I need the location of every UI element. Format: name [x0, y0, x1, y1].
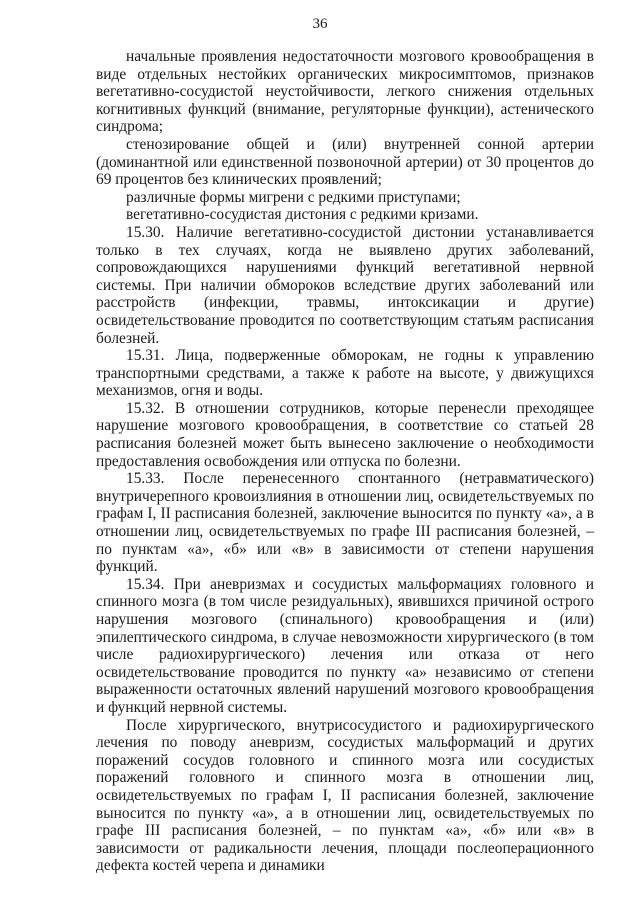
paragraph-stenosis: стенозирование общей и (или) внутренней сонной артерии (доминантной или единственной позвоночной артерии) от 30 процентов до 69 процентов без клинических проявлений; [96, 135, 594, 189]
paragraph-15-33: 15.33. После перенесенного спонтанного (нетравматического) внутричерепного кровоизлияния в отношении лиц, освидетельствуемых по графам I, II расписания болезней, заключение выносится по пункту «а», а в отношении лиц, освидетельствуемых по графе III расписания болезней, – по пунктам «а», «б» или «в» в зависимости от степени нарушения функций. [96, 470, 594, 576]
paragraph-migraine: различные формы мигрени с редкими приступами; [126, 188, 461, 206]
paragraph-dystonia: вегетативно-сосудистая дистония с редкими кризами. [126, 206, 479, 224]
paragraph-after-surgery: После хирургического, внутрисосудистого и радиохирургического лечения по поводу аневризм, сосудистых мальформаций и других поражений сосудов головного и спинного мозга или сосудистых поражений головного и спинного мозга в отношении лиц, освидетельствуемых по графам I, II расписания болезней, заключение выносится по пункту «а», а в отношении лиц, освидетельствуемых по графе III расписания болезней, – по пунктам «а», «б» или «в» в зависимости от радикальности лечения, площади послеоперационного дефекта костей черепа и динамики [96, 716, 594, 875]
paragraph-15-30: 15.30. Наличие вегетативно-сосудистой дистонии устанавливается только в тех случаях, когда не выявлено других заболеваний, сопровождающихся нарушениями функций вегетативной нервной системы. При наличии обмороков вследствие других заболеваний или расстройств (инфекции, травмы, интоксикации и другие) освидетельствование проводится по соответствующим статьям расписания болезней. [96, 223, 594, 347]
paragraph-initial-manifestations: начальные проявления недостаточности мозгового кровообращения в виде отдельных нестойких органических микросимптомов, признаков вегетативно-сосудистой неустойчивости, легкого снижения отдельных когнитивных функций (внимание, регуляторные функции), астенического синдрома; [96, 48, 594, 136]
paragraph-15-31: 15.31. Лица, подверженные обморокам, не годны к управлению транспортными средствами, а также к работе на высоте, у движущихся механизмов, огня и воды. [96, 347, 594, 400]
document-body [96, 48, 594, 875]
paragraph-15-34: 15.34. При аневризмах и сосудистых мальформациях головного и спинного мозга (в том числе резидуальных), явившихся причиной острого нарушения мозгового (спинального) кровообращения и (или) эпилептического синдрома, в случае невозможности хирургического (в том числе радиохирургического) лечения или отказа от него освидетельствование проводится по пункту «а» независимо от степени выраженности остаточных явлений нарушений мозгового кровообращения и функций нервной системы. [96, 575, 594, 716]
paragraph-15-32: 15.32. В отношении сотрудников, которые перенесли преходящее нарушение мозгового кровообращения, в соответствие со статьей 28 расписания болезней может быть вынесено заключение о необходимости предоставления освобождения или отпуска по болезни. [96, 399, 594, 470]
page-number: 36 [312, 16, 328, 32]
